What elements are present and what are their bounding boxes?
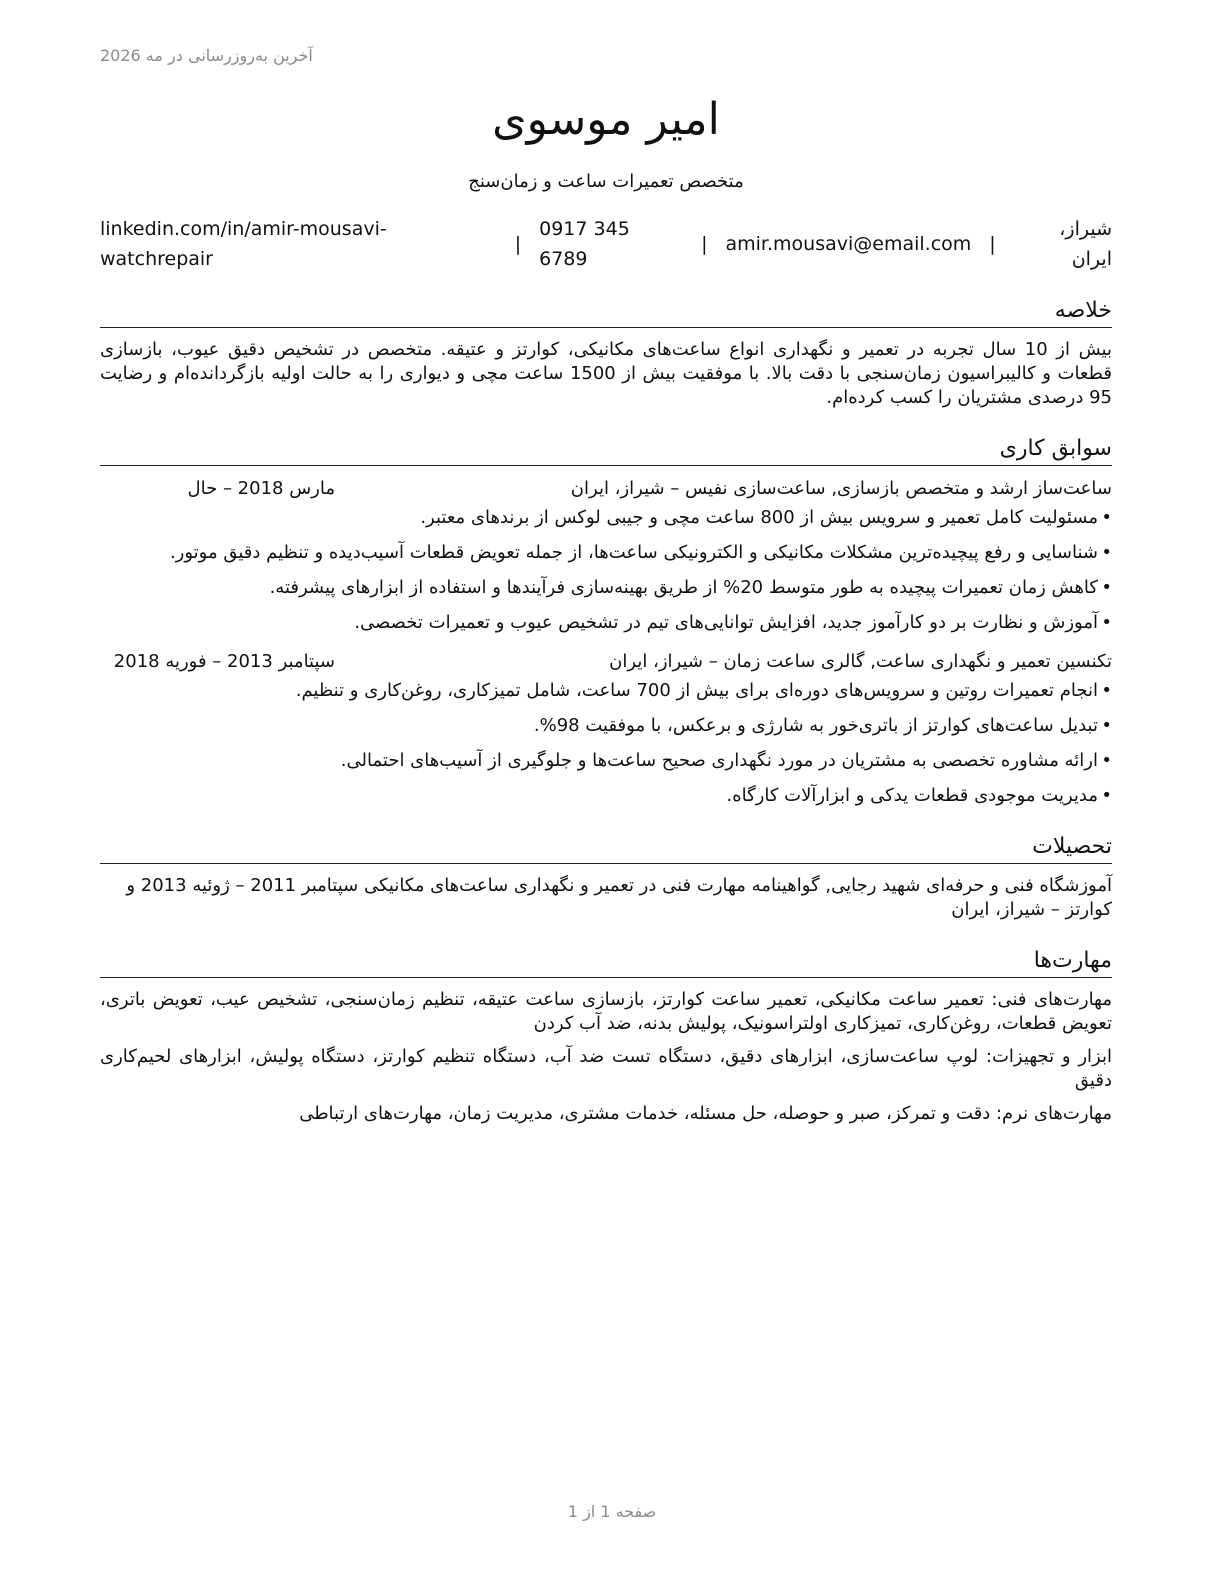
education-entry: آموزشگاه فنی و حرفه‌ای شهید رجایی, گواهینامه مهارت فنی در تعمیر و نگهداری ساعت‌های مکانیکی سپتامبر 2011 – ژوئیه 2013 و کوارتز – شیراز، ایران — [126, 875, 1112, 920]
skills-technical: مهارت‌های فنی: تعمیر ساعت مکانیکی، تعمیر ساعت کوارتز، بازسازی ساعت عتیقه، تنظیم زمان‌سنجی، تشخیص عیب، تعویض باتری، تعویض قطعات، روغن‌کاری، تمیزکاری اولتراسونیک، پولیش بدنه، ضد آب کردن — [100, 989, 1112, 1034]
skills-heading: مهارت‌ها — [100, 946, 1112, 978]
list-item — [100, 611, 1112, 635]
bullet-icon: • — [1101, 680, 1112, 701]
bullet-text: آموزش و نظارت بر دو کارآموز جدید، افزایش توانایی‌های تیم در تشخیص عیوب و تعمیرات تخصصی. — [354, 612, 1098, 633]
list-item — [100, 679, 1112, 703]
list-item — [100, 749, 1112, 773]
education-heading: تحصیلات — [100, 832, 1112, 864]
list-item — [100, 541, 1112, 565]
contact-separator: | — [701, 233, 708, 255]
contact-location: شیراز، ایران — [1059, 218, 1112, 270]
bullet-text: انجام تعمیرات روتین و سرویس‌های دوره‌ای برای بیش از 700 ساعت، شامل تمیزکاری، روغن‌کاری و تنظیم. — [295, 680, 1098, 701]
list-item — [100, 506, 1112, 530]
summary-text: بیش از 10 سال تجربه در تعمیر و نگهداری انواع ساعت‌های مکانیکی، کوارتز و عتیقه. متخصص در تشخیص دقیق عیوب، بازسازی قطعات و کالیبراسیون زمان‌سنجی با دقت بالا. با موفقیت بیش از 1500 ساعت مچی و دیواری را به حالت اولیه بازگردانده‌ام و رضایت 95 درصدی مشتریان را کسب کرده‌ام. — [100, 339, 1112, 408]
job-bullets — [100, 506, 1112, 635]
job-bullets — [100, 679, 1112, 808]
list-item — [100, 784, 1112, 808]
contact-phone[interactable]: 0917 345 6789 — [539, 218, 630, 270]
page-number: صفحه 1 از 1 — [567, 1502, 657, 1521]
candidate-title: متخصص تعمیرات ساعت و زمان‌سنج — [468, 171, 744, 192]
bullet-text: ارائه مشاوره تخصصی به مشتریان در مورد نگهداری صحیح ساعت‌ها و جلوگیری از آسیب‌های احتمالی. — [340, 750, 1098, 771]
job-entry — [100, 476, 1112, 635]
contact-line — [100, 214, 1112, 274]
summary-heading: خلاصه — [100, 296, 1112, 328]
last-updated-note: آخرین به‌روزرسانی در مه 2026 — [100, 46, 313, 65]
bullet-icon: • — [1101, 577, 1112, 598]
job-header — [100, 476, 1112, 502]
list-item — [100, 576, 1112, 600]
bullet-text: مدیریت موجودی قطعات یدکی و ابزارآلات کارگاه. — [726, 785, 1098, 806]
bullet-icon: • — [1101, 785, 1112, 806]
bullet-icon: • — [1101, 612, 1112, 633]
job-header — [100, 649, 1112, 675]
bullet-text: تبدیل ساعت‌های کوارتز از باتری‌خور به شارژی و برعکس، با موفقیت 98%. — [533, 715, 1098, 736]
bullet-text: مسئولیت کامل تعمیر و سرویس بیش از 800 ساعت مچی و جیبی لوکس از برندهای معتبر. — [420, 507, 1098, 528]
contact-separator: | — [989, 233, 996, 255]
bullet-icon: • — [1101, 542, 1112, 563]
job-entry — [100, 649, 1112, 808]
contact-linkedin[interactable]: linkedin.com/in/amir-mousavi-watchrepair — [100, 218, 387, 270]
job-title: ساعت‌ساز ارشد و متخصص بازسازی, ساعت‌سازی نفیس – شیراز، ایران — [570, 478, 1112, 499]
job-dates: سپتامبر 2013 – فوریه 2018 — [113, 651, 335, 672]
bullet-icon: • — [1101, 750, 1112, 771]
bullet-icon: • — [1101, 715, 1112, 736]
list-item — [100, 714, 1112, 738]
bullet-text: کاهش زمان تعمیرات پیچیده به طور متوسط 20% از طریق بهینه‌سازی فرآیندها و استفاده از ابزارهای پیشرفته. — [269, 577, 1098, 598]
bullet-icon: • — [1101, 507, 1112, 528]
resume-page — [100, 88, 1112, 1135]
job-title: تکنسین تعمیر و نگهداری ساعت, گالری ساعت زمان – شیراز، ایران — [609, 651, 1112, 672]
contact-email[interactable]: amir.mousavi@email.com — [725, 233, 972, 255]
experience-heading: سوابق کاری — [100, 434, 1112, 466]
skills-soft: مهارت‌های نرم: دقت و تمرکز، صبر و حوصله، حل مسئله، خدمات مشتری، مدیریت زمان، مهارت‌های ارتباطی — [299, 1103, 1112, 1124]
skills-tools: ابزار و تجهیزات: لوپ ساعت‌سازی، ابزارهای دقیق، دستگاه تست ضد آب، دستگاه تنظیم کوارتز، دستگاه پولیش، ابزارهای لحیم‌کاری دقیق — [100, 1046, 1112, 1091]
contact-separator: | — [514, 233, 522, 255]
candidate-name: امیر موسوی — [492, 94, 720, 145]
job-dates: مارس 2018 – حال — [187, 478, 335, 499]
bullet-text: شناسایی و رفع پیچیده‌ترین مشکلات مکانیکی و الکترونیکی ساعت‌ها، از جمله تعویض قطعات آسیب‌دیده و تنظیم دقیق موتور. — [169, 542, 1098, 563]
